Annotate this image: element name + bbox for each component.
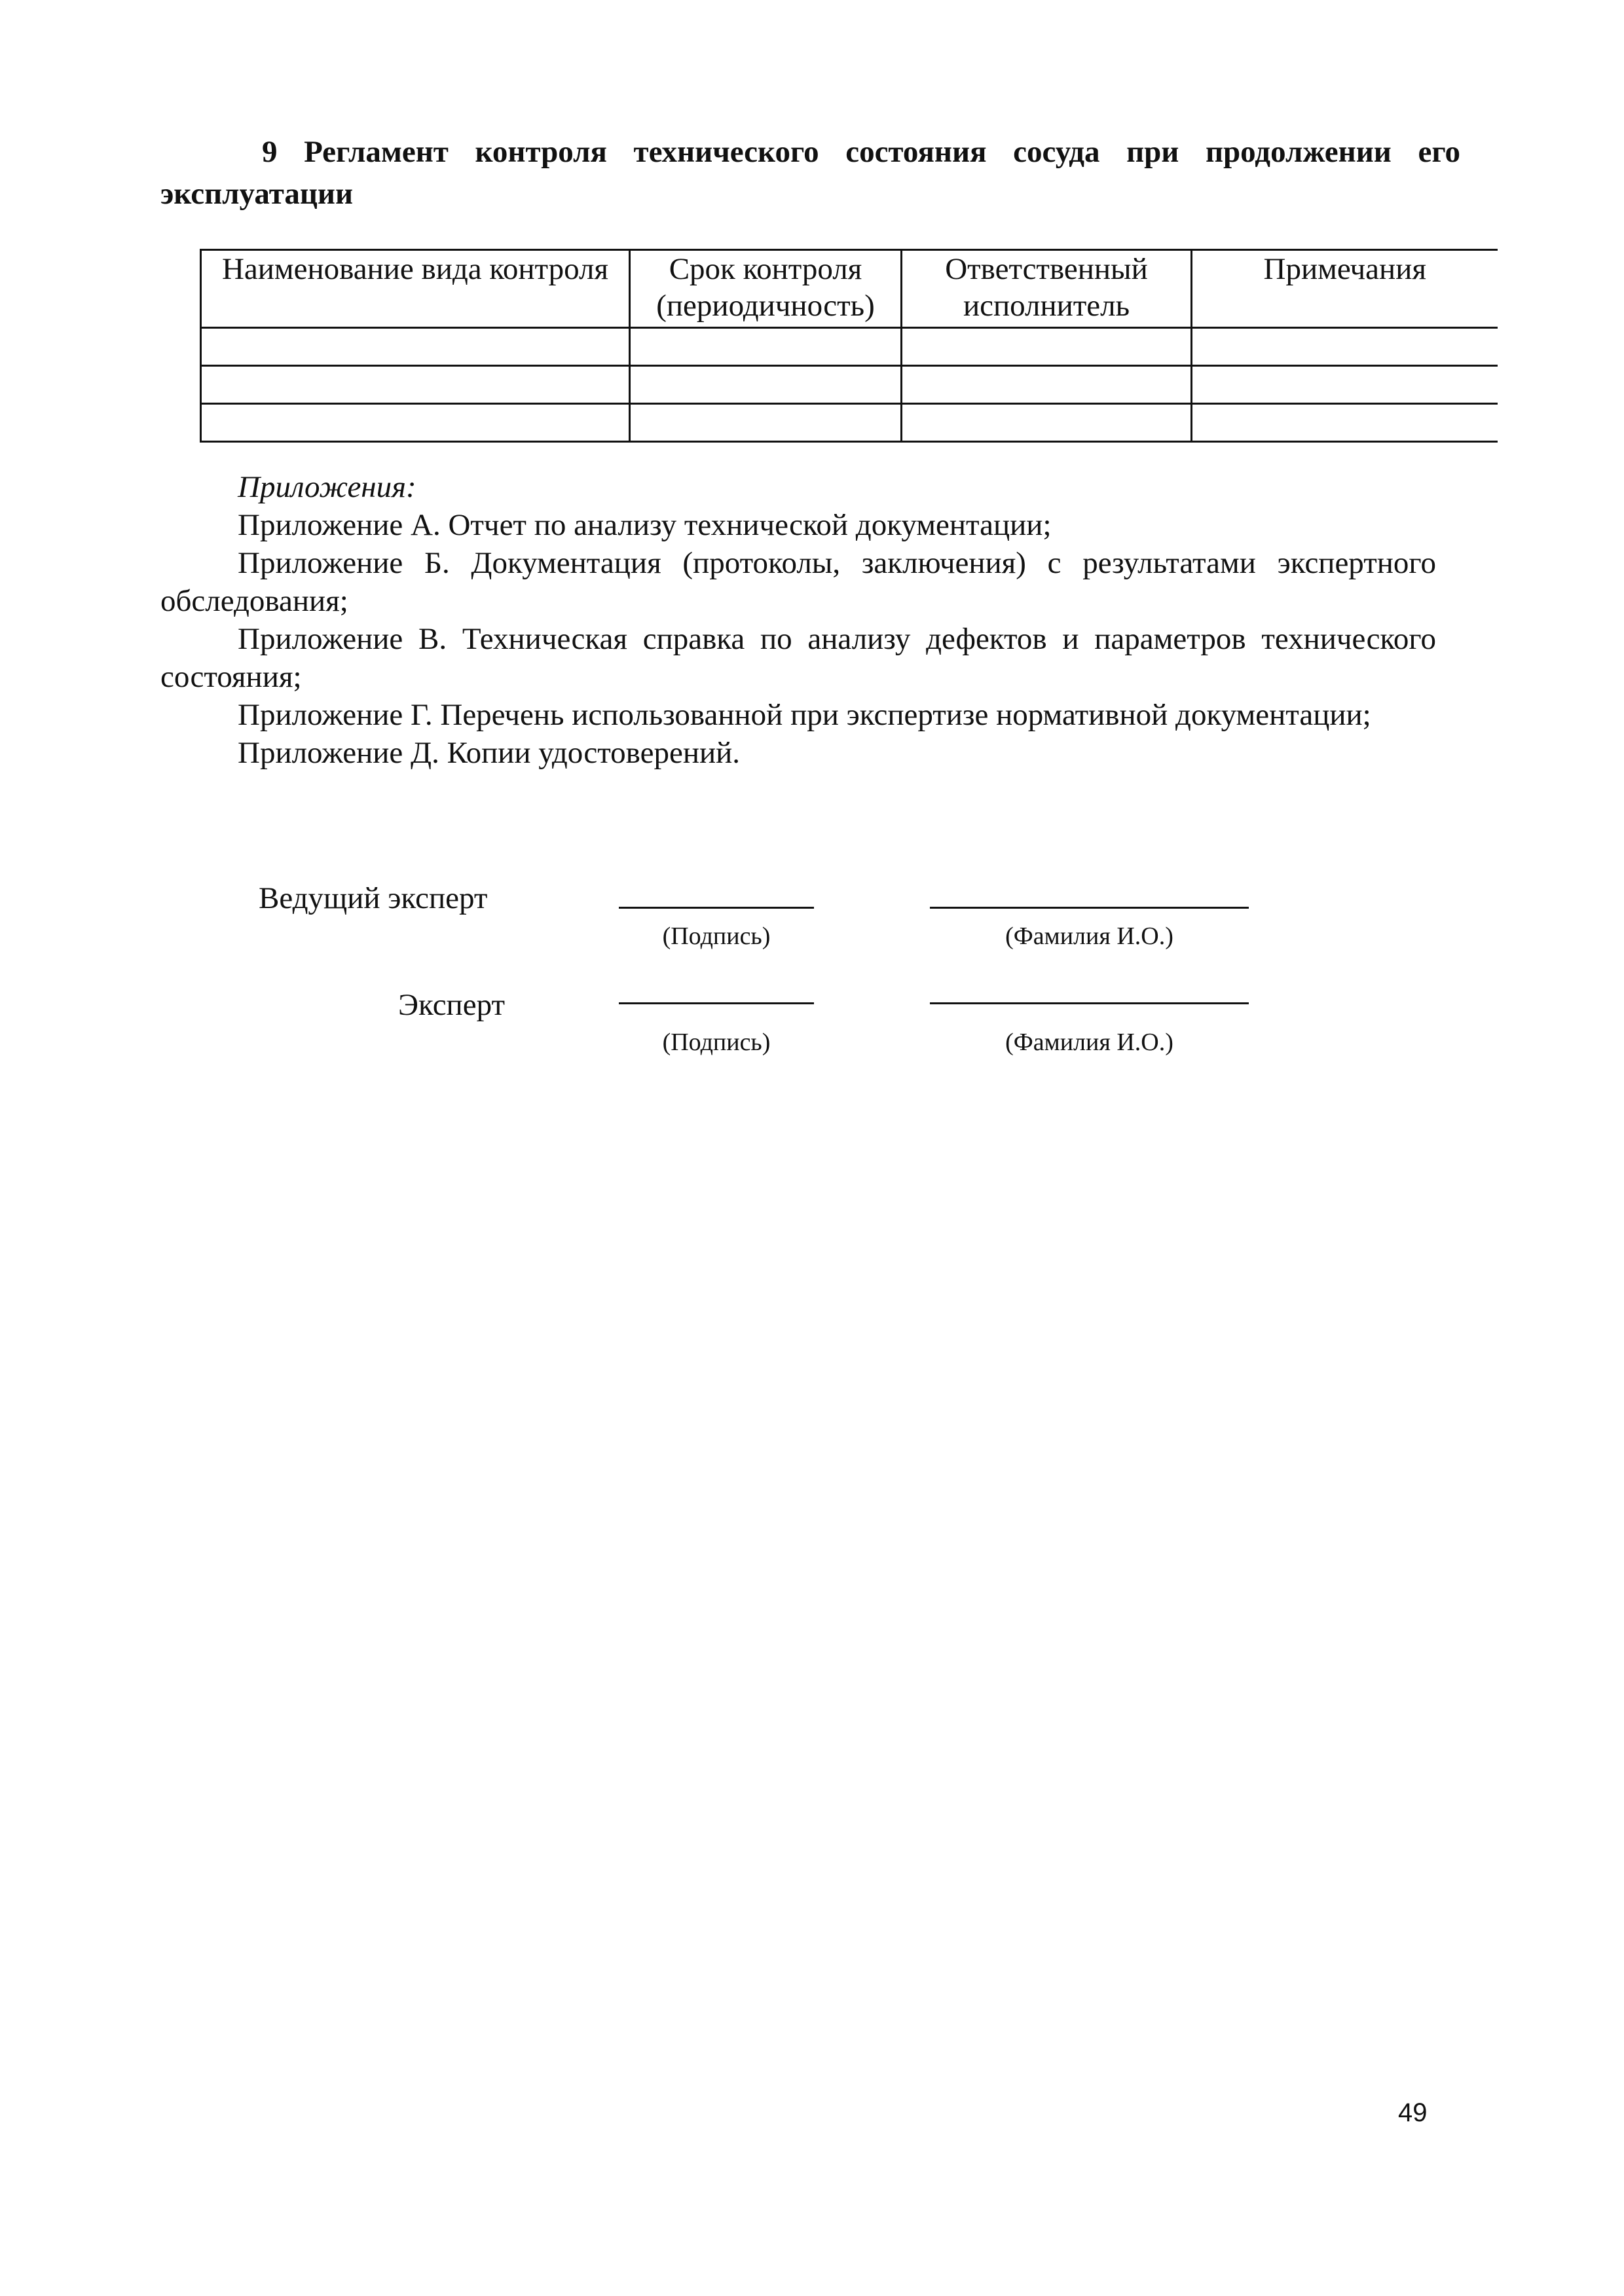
table-cell — [630, 328, 902, 366]
table-cell — [1192, 404, 1498, 442]
lead-expert-name-caption: (Фамилия И.О.) — [1005, 922, 1173, 950]
lead-expert-signature-caption: (Подпись) — [662, 922, 771, 950]
appendix-item-a: Приложение А. Отчет по анализу технической документации; — [238, 508, 1052, 542]
table-cell — [630, 404, 902, 442]
table-cell — [1192, 328, 1498, 366]
page-number: 49 — [1398, 2098, 1428, 2127]
expert-label: Эксперт — [398, 988, 505, 1022]
table-cell — [902, 328, 1192, 366]
table-cell — [1192, 366, 1498, 404]
table-cell — [201, 404, 630, 442]
appendix-item-v: Приложение В. Техническая справка по анализу дефектов и параметров технического состояния; — [160, 622, 1436, 694]
table-cell — [201, 366, 630, 404]
expert-signature-line — [619, 1002, 814, 1004]
table-cell — [201, 328, 630, 366]
appendix-list — [160, 468, 1436, 772]
header-control-type: Наименование вида контроля — [201, 250, 630, 328]
header-responsible: Ответственный исполнитель — [902, 250, 1192, 328]
table-row — [201, 328, 1498, 366]
table-header-row — [201, 250, 1498, 328]
table-row — [201, 366, 1498, 404]
header-notes: Примечания — [1192, 250, 1498, 328]
lead-expert-name-line — [930, 907, 1249, 909]
table-row — [201, 404, 1498, 442]
appendix-item-g: Приложение Г. Перечень использованной при экспертизе нормативной документации; — [238, 698, 1371, 732]
appendix-item-b: Приложение Б. Документация (протоколы, заключения) с результатами экспертного обследования; — [160, 546, 1436, 618]
table-cell — [630, 366, 902, 404]
expert-name-line — [930, 1002, 1249, 1004]
expert-signature-caption: (Подпись) — [662, 1029, 771, 1056]
header-control-period: Срок контроля (периодичность) — [630, 250, 902, 328]
control-schedule-table — [200, 249, 1498, 443]
table-cell — [902, 404, 1192, 442]
appendix-heading: Приложения: — [238, 470, 416, 504]
lead-expert-label: Ведущий эксперт — [259, 881, 488, 915]
lead-expert-signature-line — [619, 907, 814, 909]
expert-name-caption: (Фамилия И.О.) — [1005, 1029, 1173, 1056]
section-title: 9 Регламент контроля технического состояния сосуда при продолжении его эксплуатации — [160, 135, 1460, 211]
appendix-item-d: Приложение Д. Копии удостоверений. — [238, 736, 741, 770]
table-cell — [902, 366, 1192, 404]
